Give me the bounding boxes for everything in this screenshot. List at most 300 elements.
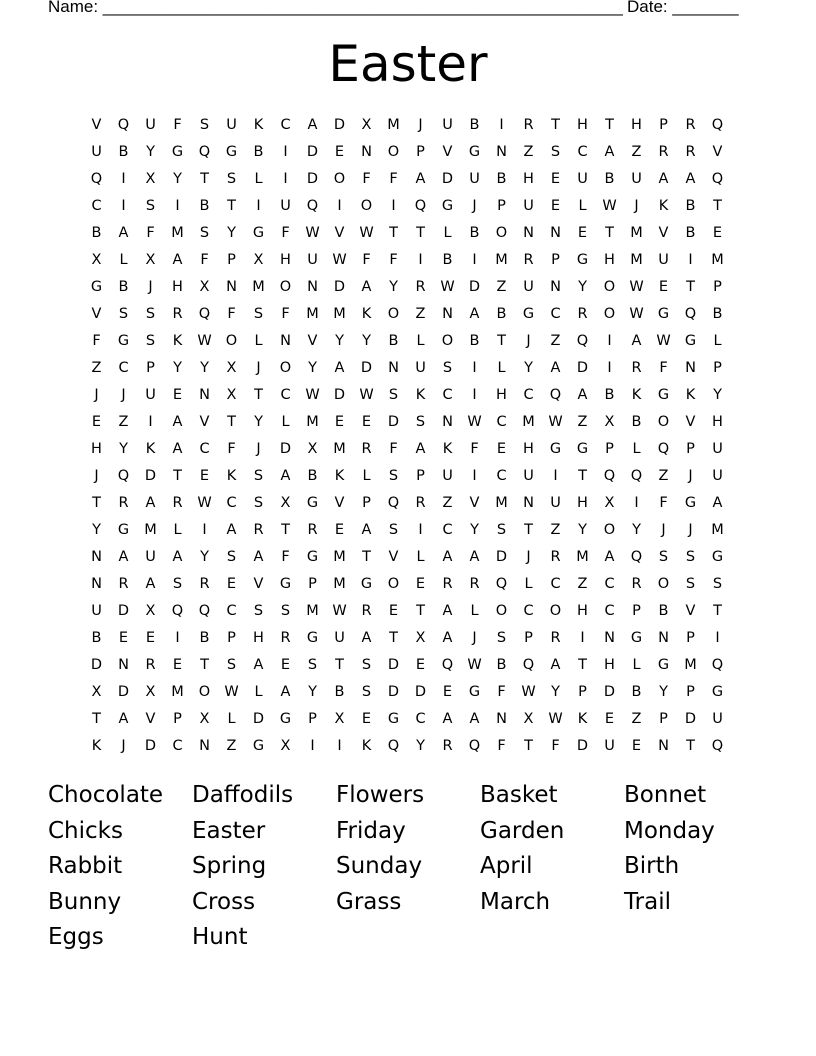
grid-letter: Q <box>198 603 211 619</box>
grid-letter: R <box>361 441 372 457</box>
grid-letter: G <box>576 252 589 268</box>
grid-letter: E <box>118 630 129 646</box>
grid-letter: X <box>199 279 210 295</box>
grid-letter: W <box>629 306 644 322</box>
grid-letter: B <box>496 306 507 322</box>
grid-letter: G <box>252 225 265 241</box>
grid-letter: L <box>578 198 587 214</box>
grid-letter: H <box>496 387 507 403</box>
grid-letter: W <box>197 333 212 349</box>
grid-letter: K <box>577 711 588 727</box>
grid-letter: W <box>197 495 212 511</box>
grid-letter: W <box>521 684 536 700</box>
grid-letter: A <box>685 171 696 187</box>
grid-letter: B <box>253 144 264 160</box>
grid-letter: T <box>281 522 290 538</box>
grid-letter: R <box>523 252 534 268</box>
grid-letter: F <box>659 495 668 511</box>
grid-letter: T <box>200 657 209 673</box>
grid-letter: M <box>630 225 643 241</box>
page-title: Easter <box>328 35 488 93</box>
grid-letter: L <box>119 252 128 268</box>
grid-letter: C <box>226 603 237 619</box>
grid-letter: T <box>524 522 533 538</box>
grid-letter: U <box>577 171 588 187</box>
name-field-label: Name: _______________________________________________________ <box>48 0 623 16</box>
grid-letter: F <box>470 441 479 457</box>
grid-letter: W <box>467 414 482 430</box>
grid-letter: E <box>658 279 669 295</box>
grid-letter: U <box>469 171 480 187</box>
grid-letter: I <box>688 252 693 268</box>
grid-letter: T <box>497 333 506 349</box>
grid-letter: T <box>92 495 101 511</box>
grid-letter: Y <box>146 144 155 160</box>
grid-letter: K <box>361 738 372 754</box>
grid-letter: R <box>442 738 453 754</box>
grid-letter: C <box>523 603 534 619</box>
grid-letter: V <box>91 306 102 322</box>
grid-letter: A <box>442 603 453 619</box>
grid-letter: I <box>715 630 720 646</box>
grid-letter: K <box>631 387 642 403</box>
grid-letter: W <box>656 333 671 349</box>
grid-letter: W <box>467 657 482 673</box>
grid-letter: W <box>548 711 563 727</box>
grid-letter: T <box>389 225 398 241</box>
grid-letter: I <box>337 738 342 754</box>
grid-letter: K <box>253 117 264 133</box>
grid-letter: Q <box>468 738 481 754</box>
grid-letter: P <box>632 603 641 619</box>
grid-letter: Q <box>630 468 643 484</box>
grid-letter: H <box>577 495 588 511</box>
grid-letter: S <box>145 306 156 322</box>
grid-letter: O <box>360 198 373 214</box>
grid-letter: I <box>175 198 180 214</box>
grid-letter: N <box>388 360 399 376</box>
grid-letter: A <box>253 657 264 673</box>
grid-letter: H <box>91 441 102 457</box>
grid-letter: L <box>524 576 533 592</box>
grid-letter: N <box>226 279 237 295</box>
grid-letter: F <box>389 441 398 457</box>
grid-letter: W <box>548 414 563 430</box>
grid-letter: V <box>469 495 480 511</box>
grid-letter: L <box>173 522 182 538</box>
grid-letter: Y <box>659 684 668 700</box>
grid-letter: Q <box>198 306 211 322</box>
grid-letter: R <box>658 144 669 160</box>
word-list-item: Garden <box>480 817 565 844</box>
grid-letter: U <box>307 252 318 268</box>
grid-letter: P <box>146 360 155 376</box>
word-list-item: Hunt <box>192 924 248 950</box>
grid-letter: R <box>415 495 426 511</box>
grid-letter: I <box>607 333 612 349</box>
grid-letter: C <box>550 306 561 322</box>
grid-letter: V <box>685 603 696 619</box>
grid-letter: X <box>226 360 237 376</box>
grid-letter: S <box>361 684 372 700</box>
grid-letter: V <box>685 414 696 430</box>
grid-letter: U <box>712 711 723 727</box>
grid-letter: S <box>712 576 723 592</box>
grid-letter: N <box>550 279 561 295</box>
grid-letter: V <box>658 225 669 241</box>
grid-letter: D <box>603 684 616 700</box>
grid-letter: Y <box>524 360 533 376</box>
grid-letter: W <box>440 279 455 295</box>
grid-letter: Y <box>416 738 425 754</box>
grid-letter: G <box>252 738 265 754</box>
grid-letter: H <box>523 171 534 187</box>
grid-letter: X <box>361 117 372 133</box>
grid-letter: I <box>283 144 288 160</box>
grid-letter: I <box>121 198 126 214</box>
grid-letter: R <box>631 360 642 376</box>
grid-letter: W <box>305 225 320 241</box>
grid-letter: D <box>441 171 454 187</box>
grid-letter: S <box>388 468 399 484</box>
grid-letter: F <box>389 171 398 187</box>
grid-letter: Q <box>711 117 724 133</box>
grid-letter: N <box>496 144 507 160</box>
grid-letter: W <box>602 198 617 214</box>
grid-letter: Z <box>658 468 669 484</box>
grid-letter: I <box>256 198 261 214</box>
grid-letter: G <box>90 279 103 295</box>
grid-letter: Y <box>578 522 587 538</box>
grid-letter: M <box>306 306 319 322</box>
grid-letter: Q <box>603 468 616 484</box>
grid-letter: E <box>334 414 345 430</box>
grid-letter: A <box>172 441 183 457</box>
grid-letter: J <box>661 522 666 538</box>
grid-letter: N <box>199 738 210 754</box>
grid-letter: Y <box>389 279 398 295</box>
grid-letter: F <box>362 252 371 268</box>
grid-letter: U <box>442 468 453 484</box>
grid-letter: D <box>333 117 346 133</box>
grid-letter: A <box>118 711 129 727</box>
grid-letter: B <box>712 306 723 322</box>
grid-letter: T <box>713 198 722 214</box>
grid-letter: A <box>145 576 156 592</box>
grid-letter: X <box>199 711 210 727</box>
grid-letter: A <box>577 387 588 403</box>
grid-letter: A <box>145 495 156 511</box>
grid-letter: E <box>496 441 507 457</box>
word-list-item: Sunday <box>336 853 423 879</box>
grid-letter: D <box>252 711 265 727</box>
grid-letter: J <box>472 630 477 646</box>
grid-letter: B <box>199 198 210 214</box>
grid-letter: A <box>442 711 453 727</box>
grid-letter: K <box>226 468 237 484</box>
grid-letter: T <box>605 117 614 133</box>
grid-letter: U <box>91 603 102 619</box>
grid-letter: U <box>145 549 156 565</box>
grid-letter: D <box>306 171 319 187</box>
grid-letter: O <box>603 522 616 538</box>
grid-letter: K <box>658 198 669 214</box>
grid-letter: G <box>117 522 130 538</box>
grid-letter: Y <box>173 360 182 376</box>
grid-letter: D <box>414 684 427 700</box>
word-list-item: Chicks <box>48 817 123 844</box>
grid-letter: C <box>199 441 210 457</box>
grid-letter: K <box>685 387 696 403</box>
grid-letter: S <box>388 522 399 538</box>
grid-letter: H <box>172 279 183 295</box>
grid-letter: D <box>495 549 508 565</box>
grid-letter: Q <box>90 171 103 187</box>
grid-letter: B <box>631 414 642 430</box>
grid-letter: A <box>118 225 129 241</box>
grid-letter: P <box>362 495 371 511</box>
grid-letter: B <box>604 387 615 403</box>
grid-letter: N <box>658 630 669 646</box>
grid-letter: C <box>280 387 291 403</box>
grid-letter: Q <box>306 198 319 214</box>
grid-letter: M <box>333 441 346 457</box>
grid-letter: B <box>118 144 129 160</box>
grid-letter: O <box>603 306 616 322</box>
grid-letter: Y <box>173 171 182 187</box>
grid-letter: V <box>334 225 345 241</box>
grid-letter: D <box>333 387 346 403</box>
grid-letter: P <box>713 279 722 295</box>
grid-letter: T <box>389 630 398 646</box>
word-list-item: March <box>480 888 551 915</box>
grid-letter: Y <box>254 414 263 430</box>
grid-letter: E <box>577 225 588 241</box>
grid-letter: S <box>550 144 561 160</box>
word-list-item: Chocolate <box>48 782 164 808</box>
grid-letter: K <box>172 333 183 349</box>
grid-letter: U <box>712 468 723 484</box>
word-list-item: Eggs <box>48 924 104 950</box>
grid-letter: R <box>145 657 156 673</box>
grid-letter: F <box>92 333 101 349</box>
grid-letter: A <box>712 495 723 511</box>
grid-letter: Q <box>711 738 724 754</box>
grid-letter: H <box>712 414 723 430</box>
grid-letter: G <box>117 333 130 349</box>
grid-letter: G <box>711 684 724 700</box>
grid-letter: M <box>684 657 697 673</box>
grid-letter: V <box>253 576 264 592</box>
grid-letter: M <box>252 279 265 295</box>
grid-letter: E <box>415 576 426 592</box>
grid-letter: Q <box>198 144 211 160</box>
grid-letter: X <box>280 738 291 754</box>
word-list-item: Easter <box>192 817 266 844</box>
grid-letter: H <box>253 630 264 646</box>
grid-letter: A <box>442 549 453 565</box>
grid-letter: P <box>416 468 425 484</box>
grid-letter: O <box>225 333 238 349</box>
grid-letter: X <box>91 252 102 268</box>
grid-letter: Z <box>523 144 534 160</box>
grid-letter: S <box>118 306 129 322</box>
grid-letter: L <box>416 333 425 349</box>
grid-letter: B <box>199 630 210 646</box>
grid-letter: O <box>657 576 670 592</box>
grid-letter: Y <box>335 333 344 349</box>
grid-letter: D <box>117 603 130 619</box>
grid-letter: C <box>280 117 291 133</box>
grid-letter: R <box>253 522 264 538</box>
grid-letter: E <box>388 603 399 619</box>
grid-letter: M <box>495 495 508 511</box>
grid-letter: W <box>332 603 347 619</box>
grid-letter: R <box>442 576 453 592</box>
grid-letter: F <box>659 360 668 376</box>
grid-letter: Q <box>711 171 724 187</box>
grid-letter: I <box>202 522 207 538</box>
grid-letter: G <box>306 630 319 646</box>
grid-letter: Y <box>227 225 236 241</box>
grid-letter: U <box>604 738 615 754</box>
grid-letter: Z <box>631 711 642 727</box>
grid-letter: Z <box>631 144 642 160</box>
grid-letter: T <box>524 738 533 754</box>
grid-letter: F <box>551 738 560 754</box>
grid-letter: Q <box>549 387 562 403</box>
grid-letter: P <box>173 711 182 727</box>
grid-letter: N <box>523 495 534 511</box>
grid-letter: X <box>145 252 156 268</box>
grid-letter: Z <box>496 279 507 295</box>
grid-letter: O <box>333 171 346 187</box>
grid-letter: Z <box>415 306 426 322</box>
grid-letter: I <box>121 171 126 187</box>
grid-letter: S <box>226 171 237 187</box>
grid-letter: X <box>226 387 237 403</box>
grid-letter: U <box>91 144 102 160</box>
grid-letter: C <box>442 387 453 403</box>
grid-letter: P <box>578 684 587 700</box>
grid-letter: C <box>415 711 426 727</box>
grid-letter: R <box>415 279 426 295</box>
grid-letter: L <box>713 333 722 349</box>
grid-letter: Z <box>442 495 453 511</box>
grid-letter: J <box>418 117 423 133</box>
word-list <box>48 778 788 956</box>
grid-letter: T <box>713 603 722 619</box>
grid-letter: A <box>415 171 426 187</box>
grid-letter: O <box>495 603 508 619</box>
grid-letter: E <box>172 657 183 673</box>
grid-letter: V <box>145 711 156 727</box>
grid-letter: U <box>145 387 156 403</box>
grid-letter: W <box>629 279 644 295</box>
grid-letter: L <box>497 360 506 376</box>
grid-letter: B <box>91 225 102 241</box>
grid-letter: B <box>685 225 696 241</box>
grid-letter: Q <box>711 657 724 673</box>
grid-letter: G <box>549 441 562 457</box>
grid-letter: G <box>657 306 670 322</box>
word-list-item: Bunny <box>48 888 122 915</box>
grid-letter: A <box>253 549 264 565</box>
grid-letter: F <box>362 171 371 187</box>
grid-letter: B <box>631 684 642 700</box>
grid-letter: A <box>280 468 291 484</box>
grid-letter: H <box>577 117 588 133</box>
grid-letter: C <box>604 576 615 592</box>
grid-letter: E <box>712 225 723 241</box>
grid-letter: Z <box>550 522 561 538</box>
grid-letter: P <box>659 711 668 727</box>
grid-letter: O <box>279 360 292 376</box>
grid-letter: Y <box>119 441 128 457</box>
grid-letter: R <box>118 576 129 592</box>
grid-letter: R <box>550 630 561 646</box>
grid-letter: P <box>227 630 236 646</box>
grid-letter: J <box>256 441 261 457</box>
grid-letter: G <box>306 549 319 565</box>
grid-letter: G <box>441 198 454 214</box>
grid-letter: Z <box>118 414 129 430</box>
grid-letter: B <box>388 333 399 349</box>
grid-letter: J <box>688 522 693 538</box>
grid-letter: R <box>280 630 291 646</box>
grid-letter: N <box>658 738 669 754</box>
grid-letter: A <box>280 684 291 700</box>
grid-letter: M <box>306 414 319 430</box>
grid-letter: I <box>553 468 558 484</box>
grid-letter: D <box>279 441 292 457</box>
grid-letter: P <box>308 711 317 727</box>
grid-letter: F <box>281 306 290 322</box>
grid-letter: E <box>550 198 561 214</box>
grid-letter: F <box>281 549 290 565</box>
grid-letter: E <box>550 171 561 187</box>
header-line <box>48 0 748 19</box>
grid-letter: E <box>280 657 291 673</box>
grid-letter: H <box>523 441 534 457</box>
grid-letter: C <box>496 414 507 430</box>
grid-letter: S <box>145 198 156 214</box>
grid-letter: S <box>226 657 237 673</box>
grid-letter: S <box>199 225 210 241</box>
grid-letter: I <box>148 414 153 430</box>
grid-letter: T <box>551 117 560 133</box>
grid-letter: A <box>361 522 372 538</box>
grid-letter: V <box>388 549 399 565</box>
grid-letter: J <box>94 387 99 403</box>
grid-letter: C <box>577 144 588 160</box>
grid-letter: T <box>362 549 371 565</box>
grid-letter: M <box>144 522 157 538</box>
grid-letter: T <box>605 225 614 241</box>
grid-letter: G <box>576 441 589 457</box>
grid-letter: J <box>526 549 531 565</box>
grid-letter: E <box>415 657 426 673</box>
grid-letter: Y <box>632 522 641 538</box>
grid-letter: C <box>442 522 453 538</box>
grid-letter: H <box>631 117 642 133</box>
grid-letter: X <box>91 684 102 700</box>
grid-letter: O <box>387 306 400 322</box>
grid-letter: Y <box>551 684 560 700</box>
word-list-item: Bonnet <box>624 782 707 808</box>
grid-letter: C <box>496 468 507 484</box>
grid-letter: J <box>526 333 531 349</box>
